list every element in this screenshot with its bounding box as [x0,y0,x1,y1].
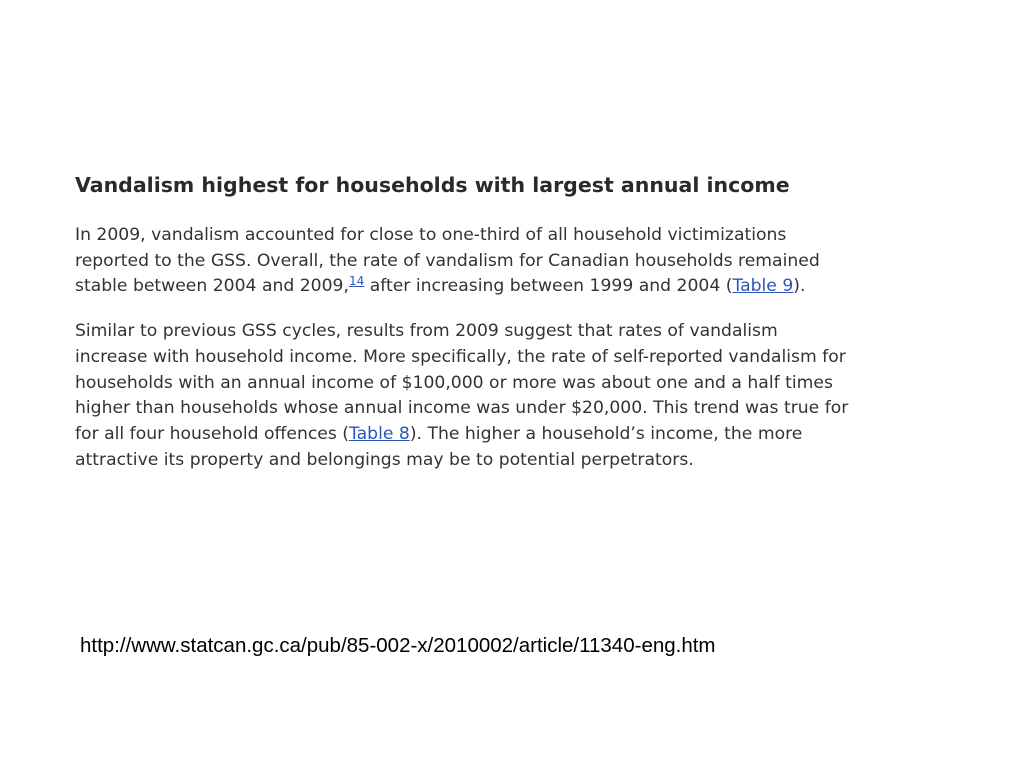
paragraph-vandalism-share [75,223,1020,300]
text-line: Similar to previous GSS cycles, results from 2009 suggest that rates of vandalism [75,321,778,342]
text-line: increase with household income. More specifically, the rate of self-reported vandalism for [75,346,846,367]
source-url[interactable]: http://www.statcan.gc.ca/pub/85-002-x/2010002/article/11340-eng.htm [80,634,716,657]
table-8-link[interactable]: Table 8 [349,423,410,444]
article-excerpt [75,168,1020,473]
text-line [75,274,1020,300]
text-fragment: stable between 2004 and 2009, [75,276,349,297]
text-line: attractive its property and belongings may be to potential perpetrators. [75,449,694,470]
footnote-link[interactable]: 14 [348,274,365,289]
text-fragment: ). The higher a household’s income, the more [409,423,803,444]
paragraph-income-trend [75,319,1020,473]
text-fragment: after increasing between 1999 and 2004 ( [364,276,733,297]
text-line: higher than households whose annual income was under $20,000. This trend was true for [75,398,849,419]
text-line: reported to the GSS. Overall, the rate of vandalism for Canadian households remained [75,250,820,271]
text-line: In 2009, vandalism accounted for close to one-third of all household victimizations [75,225,787,245]
table-9-link[interactable]: Table 9 [732,276,794,297]
text-line: households with an annual income of $100,000 or more was about one and a half times [75,372,833,393]
text-fragment: ). [793,276,806,297]
text-fragment: for all four household offences ( [75,423,349,444]
text-line [75,422,1020,448]
section-heading: Vandalism highest for households with largest annual income [75,173,790,197]
